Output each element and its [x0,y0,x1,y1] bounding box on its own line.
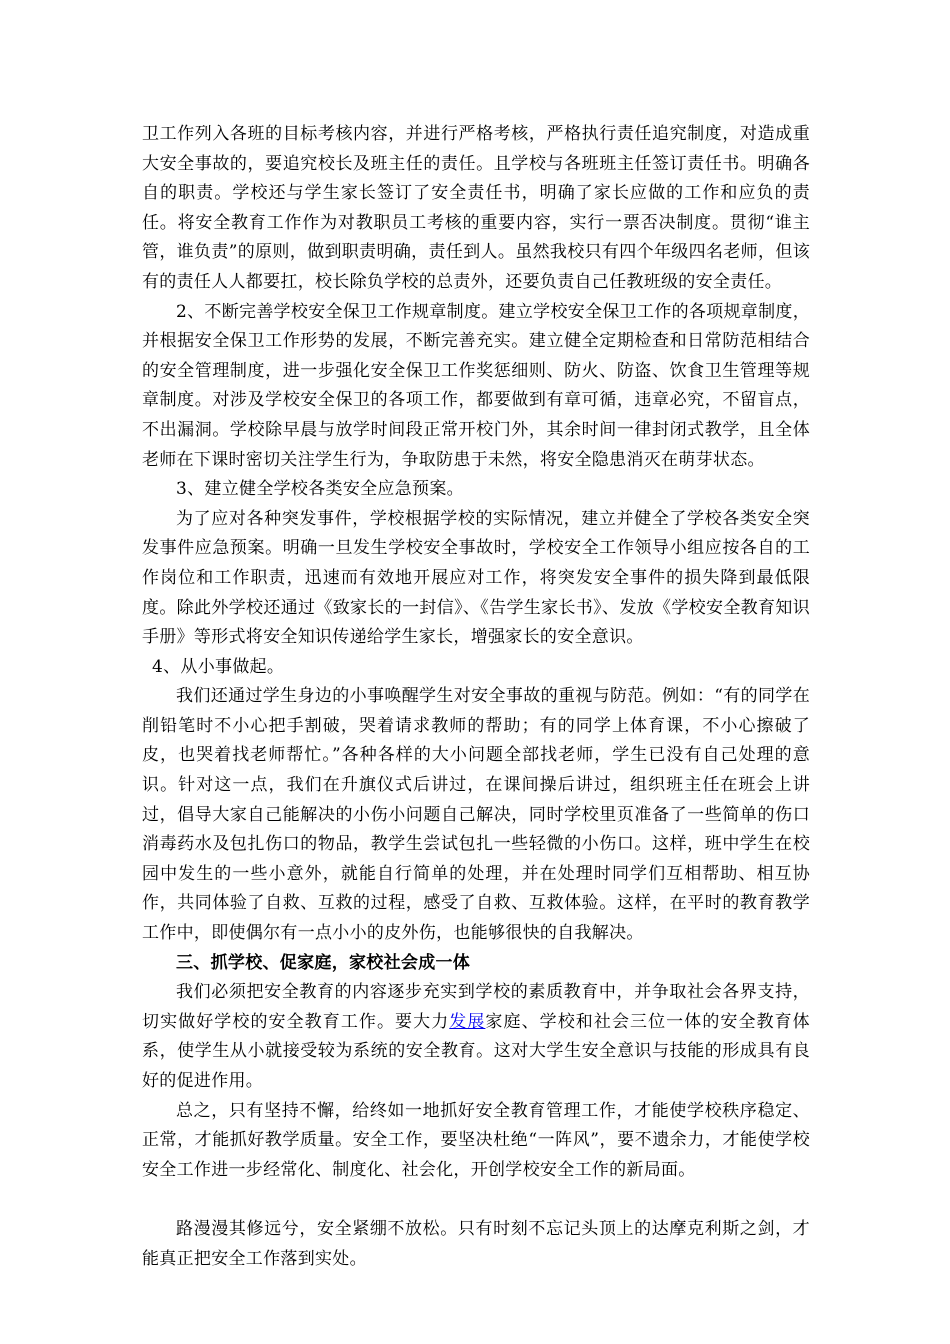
development-link[interactable]: 发展 [449,1011,486,1032]
paragraph-summary: 总之，只有坚持不懈，给终如一地抓好安全教育管理工作，才能使学校秩序稳定、正常，才能抓好教学质量。安全工作，要坚决杜绝“一阵风”，要不遗余力，才能使学校安全工作进一步经常化、制度化、社会化，开创学校安全工作的新局面。 [142,1100,810,1180]
document-body [142,120,810,1274]
paragraph-closing: 路漫漫其修远兮，安全紧绷不放松。只有时刻不忘记头顶上的达摩克利斯之剑，才能真正把安全工作落到实处。 [142,1218,810,1269]
paragraph-heading-4: 4、从小事做起。 [152,656,285,677]
paragraph-heading-3: 3、建立健全学校各类安全应急预案。 [176,479,464,500]
paragraph-community-part-1: 我们必须把安全教育的内容逐步充实到学校的素质教育中，并争取社会各界支持，切实做好学校的安全教育工作。要大力 [142,982,810,1032]
section-heading: 三、抓学校、促家庭，家校社会成一体 [176,952,471,973]
paragraph-community-part-2: 家庭、学校和社会三位一体的安全教育体系，使学生从小就接受较为系统的安全教育。这对大学生安全意识与技能的形成具有良好的促进作用。 [142,1011,810,1091]
paragraph-emergency: 为了应对各种突发事件，学校根据学校的实际情况，建立并健全了学校各类安全突发事件应急预案。明确一旦发生学校安全事故时，学校安全工作领导小组应按各自的工作岗位和工作职责，迅速而有效地开展应对工作，将突发安全事件的损失降到最低限度。除此外学校还通过《致家长的一封信》、《告学生家长书》、发放《学校安全教育知识手册》等形式将安全知识传递给学生家长，增强家长的安全意识。 [142,508,810,648]
blank-line [142,1185,810,1215]
paragraph-community [142,978,810,1096]
paragraph-small-things: 我们还通过学生身边的小事唤醒学生对安全事故的重视与防范。例如：“有的同学在削铅笔时不小心把手割破，哭着请求教师的帮助；有的同学上体育课，不小心擦破了皮，也哭着找老师帮忙。”各种各样的大小问题全部找老师，学生已没有自己处理的意识。针对这一点，我们在升旗仪式后讲过，在课间操后讲过，组织班主任在班会上讲过，倡导大家自己能解决的小伤小问题自己解决，同时学校里页准备了一些简单的伤口消毒药水及包扎伤口的物品，教学生尝试包扎一些轻微的小伤口。这样，班中学生在校园中发生的一些小意外，就能自行简单的处理，并在处理时同学们互相帮助、相互协作，共同体验了自救、互救的过程，感受了自救、互救体验。这样，在平时的教育教学工作中，即使偶尔有一点小小的皮外伤，也能够很快的自我解决。 [142,686,810,944]
paragraph-rules: 2、不断完善学校安全保卫工作规章制度。建立学校安全保卫工作的各项规章制度，并根据安全保卫工作形势的发展，不断完善充实。建立健全定期检查和日常防范相结合的安全管理制度，进一步强化安全保卫工作奖惩细则、防火、防盗、饮食卫生管理等规章制度。对涉及学校安全保卫的各项工作，都要做到有章可循，违章必究，不留盲点，不出漏洞。学校除早晨与放学时间段正常开校门外，其余时间一律封闭式教学，且全体老师在下课时密切关注学生行为，争取防患于未然，将安全隐患消灭在萌芽状态。 [142,301,810,470]
paragraph-responsibility: 卫工作列入各班的目标考核内容，并进行严格考核，严格执行责任追究制度，对造成重大安全事故的，要追究校长及班主任的责任。且学校与各班班主任签订责任书。明确各自的职责。学校还与学生家长签订了安全责任书，明确了家长应做的工作和应负的责任。将安全教育工作作为对教职员工考核的重要内容，实行一票否决制度。贯彻“谁主管，谁负责”的原则，做到职责明确，责任到人。虽然我校只有四个年级四名老师，但该有的责任人人都要扛，校长除负学校的总责外，还要负责自己任教班级的安全责任。 [142,124,810,292]
